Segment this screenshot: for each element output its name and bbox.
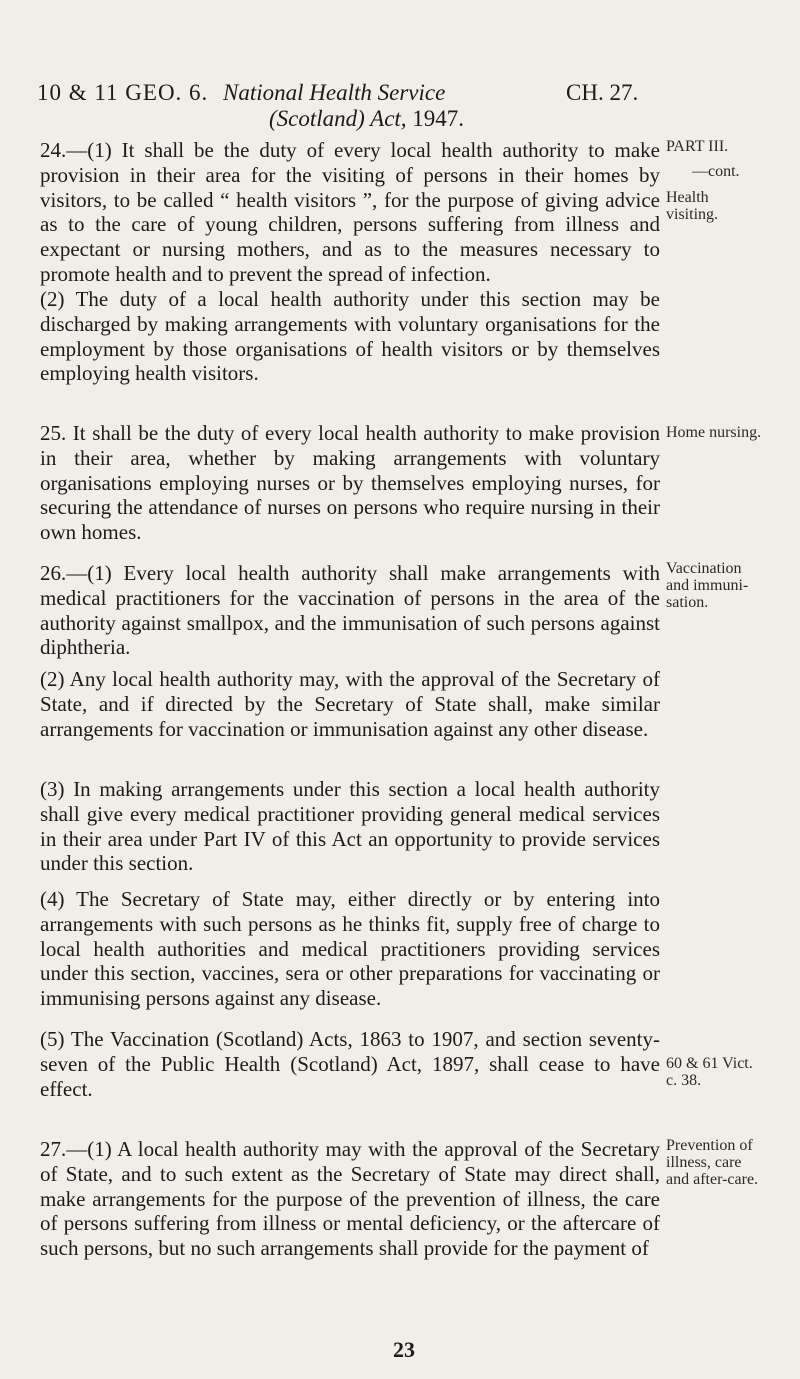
header-year: 1947. — [412, 106, 465, 131]
page-number: 23 — [393, 1337, 415, 1362]
header-act-title — [223, 80, 464, 132]
margin-vict-citation: 60 & 61 Vict. c. 38. — [666, 1055, 753, 1089]
margin-home-nursing: Home nursing. — [666, 424, 762, 441]
section-26-5 — [40, 1027, 660, 1101]
section-text: (3) In making arrangements under this section a local health authority shall give every medical practitioner providing general medical services in their area under Part IV of this Act an opportunity to provide services under this section. — [40, 777, 660, 876]
margin-vaccination: Vaccination and immuni- sation. — [666, 560, 749, 611]
margin-prevention: Prevention of illness, care and after-care. — [666, 1137, 759, 1188]
section-text: (4) The Secretary of State may, either directly or by entering into arrangements with such persons as he thinks fit, supply free of charge to local health authorities and medical practitioners providing services under this section, vaccines, sera or other preparations for vaccinating or immunising persons against any disease. — [40, 887, 660, 1011]
header-chapter: CH. 27. — [566, 80, 639, 105]
section-text: 26.—(1) Every local health authority shall make arrangements with medical practitioners for the vaccination of persons in the area of the authority against smallpox, and the immunisation of such persons against diphtheria. — [40, 561, 660, 660]
section-text: 25. It shall be the duty of every local health authority to make provision in their area, whether by making arrangements with voluntary organisations employing nurses or by themselves employing nurses, for securing the attendance of nurses on persons who require nursing in their own homes. — [40, 421, 660, 545]
section-24-1 — [40, 138, 660, 287]
section-26-2 — [40, 667, 660, 741]
section-26-4 — [40, 887, 660, 1011]
header-subtitle: (Scotland) Act, 1947. — [269, 106, 465, 131]
section-text: (2) The duty of a local health authority under this section may be discharged by making arrangements with voluntary organisations for the employment by those organisations of health visitors or by themselves employing health visitors. — [40, 287, 660, 386]
section-25 — [40, 421, 660, 545]
margin-cont: —cont. — [692, 163, 740, 180]
header-regnal-year: 10 & 11 GEO. 6. — [37, 80, 209, 105]
header-title: National Health Service — [223, 80, 446, 105]
section-26-3 — [40, 777, 660, 876]
margin-health-visiting: Health visiting. — [666, 189, 719, 223]
section-text: (2) Any local health authority may, with the approval of the Secretary of State, and if directed by the Secretary of State shall, make similar arrangements for vaccination or immunisation against any other disease. — [40, 667, 660, 741]
section-27-1 — [40, 1137, 660, 1261]
section-text: 27.—(1) A local health authority may with the approval of the Secretary of State, and to such extent as the Secretary of State may direct shall, make arrangements for the purpose of the prevention of illness, the care of persons suffering from illness or mental deficiency, or the aftercare of such persons, but no such arrangements shall provide for the payment of — [40, 1137, 660, 1261]
section-24-2 — [40, 287, 660, 386]
section-text: 24.—(1) It shall be the duty of every local health authority to make provision in their area for the visiting of persons in their homes by visitors, to be called “ health visitors ”, for the purpose of giving advice as to the care of young children, persons suffering from illness and expectant or nursing mothers, and as to the measures necessary to promote health and to prevent the spread of infection. — [40, 138, 660, 286]
section-26-1 — [40, 561, 660, 660]
section-text: (5) The Vaccination (Scotland) Acts, 1863 to 1907, and section seventy-seven of the Public Health (Scotland) Act, 1897, shall cease to have effect. — [40, 1027, 660, 1101]
margin-part: PART III. — [666, 138, 729, 155]
